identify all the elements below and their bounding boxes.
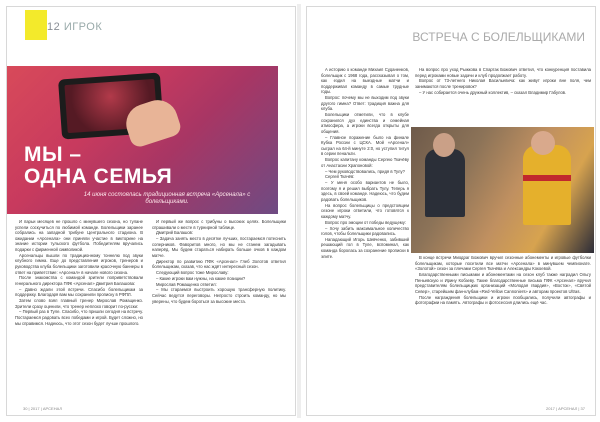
paragraph: На вопрос про уход Рыжкова в Спартак Божович ответил, что конкуренция поставила перед игроками новые задачи и клуб продолжает работу. [415,67,591,78]
page-footer: 2017 | АРСЕНАЛ | 37 [546,406,585,411]
spread-gutter [297,4,301,418]
headline [24,144,172,188]
page-footer: 30 | 2017 | АРСЕНАЛ [23,406,62,411]
paragraph: Вопрос: почему мы не выходим под звуки другого гимна? Ответ: традиция важна для клуба. [321,95,409,112]
paragraph: Дмитрий Балашов: [156,230,194,236]
paragraph: И парьи месяцев не прошло с минувшего сезона, но тулане успели соскучиться по любимой команде. Болельщики заранее собрались на западной трибуне Центрального стадиона. В ожидании «Арсенала» они приняли участие в викторине на знание истории тульского футбола. Победителям вручались подарки с фирменной символикой. [15,219,143,252]
paragraph: Вопрос про эмоции от победы ведущему: [325,219,406,225]
paragraph: Болельщики отметили, что в клубе сохранился дух единства и семейная атмосфера, а игроки всегда открыты для общения. [321,112,409,134]
lead-subtitle: 14 июня состоялась традиционная встреча «Арсенала» с болельщиками. [83,192,251,205]
fan-in-jersey [523,145,571,225]
paragraph: В конце встречи Миодраг Божович вручил сезонные абонементы и игровые футболки болельщикам, которые посетили все матчи «Арсенала» в минувшем чемпионате. «Золотой» сезон за плечами Сергея Ткачёва и Александры Кокоевой. [415,255,591,272]
hero-image [6,66,278,214]
section-label [47,21,102,33]
section-number: 12 [47,21,61,33]
paragraph: – Чем руководствовались, придя в Тулу? [325,168,405,174]
headline-line1: МЫ – [24,143,82,166]
paragraph: – Хочу забить максимальное количество голов, чтобы болельщики радовались. [321,225,409,237]
paragraph: Сергей Ткачёв: [325,174,355,180]
fan-head [531,131,555,155]
section-title: ВСТРЕЧА С БОЛЕЛЬЩИКАМИ [412,30,585,44]
paragraph: – Задача занять место в десятке лучших, постараемся потеснить соперников. Фаворитов много, но мы не станем загадывать наперёд. Мы будем стараться набирать больше очков в каждом матче. [152,236,286,258]
paragraph: И первый же вопрос с трибуны о высоких целях. Болельщики спрашивали о месте в турнирной таблице. [152,219,286,230]
paragraph: Вопрос капитану команды Сергею Ткачёву от Анастасии Храпоновой: [321,157,409,168]
article-column-1 [15,219,143,403]
paragraph: Затем слово взял главный тренер Мирослав Ромащенко. Зрители сразу оценили, что тренер неплохо говорит по-русски: [15,298,143,309]
paragraph: Благодарственными письмами и абонементами на сезон клуб также наградил Ольгу Пеньевскую и Ирину Кобзеву. Такие благодарственные письма ПФК «Арсенал» вручил представителям болельщицких организаций «Молодая гвардия», «Восток», «Святой Север», старейшим фан-клубам «Red-Yellow Cannoniers» и авторам проектов Ultras. [415,271,591,294]
left-page [6,6,296,416]
article-column-4 [415,67,591,125]
paragraph: – Какие игроки вам нужны, на какие позиции? [156,275,246,281]
paragraph: Арсенальцы вышли по традиционному тоннелю под звуки клубного гимна. Еще до представления игроков, тренеров и руководства клуба болельщики заготовили красочную баннеры в ответ на приветствие: «Арсенал» в начале нового сезона. [15,252,143,275]
article-column-3 [321,67,409,402]
event-photo [411,127,594,253]
paragraph: – Главное поражение было на финале Кубка России с ЦСКА. Мой «Арсенал» сыграл на 64-й минуте 2:0, но уступил титул в серии пенальти. [321,134,409,157]
paragraph: Нападающий Игорь Шевченко, забивший решающий гол в Туле, вспоминал, как команда боролась за сохранение прописки в элите. [321,236,409,259]
man-head [433,133,455,157]
jersey-stripe [523,175,571,181]
section-name: ИГРОК [63,21,103,33]
section-accent-bar [25,10,47,40]
paragraph: Мирослав Ромащенко ответил: [156,281,217,287]
article-column-5 [415,255,591,405]
paragraph: Следующий вопрос тоже Мирославу: [156,270,229,276]
paragraph: – Мы стараемся выстроить хорошую трансферную политику. Сейчас ведутся переговоры. Непросто строить команду, но мы уверены, что будем бороться за высокие места. [152,287,286,304]
headline-line2: ОДНА СЕМЬЯ [24,165,173,188]
paragraph: А историю о команде Михаил Суданенков, болельщик с 1968 года, рассказывал о том, как ездил на выездные матчи и поддерживал команду в самые трудные годы. [321,67,409,95]
paragraph: – Первый раз в Туле. Спасибо, что пришли сегодня на встречу. Постараемся радовать всех победами и игрой. Будет сложно, но мы справимся. Надеюсь, что этот сезон будет лучше прошлого. [15,309,143,326]
paragraph: На вопрос болельщицы о предстоящем сезоне игроки ответили, что готовятся к каждому матчу. [321,202,409,219]
paragraph: – У меня особо вариантов не было, поэтому я и решил выбрать Тулу. Теперь я здесь, в своей команде. Надеюсь, что будем радовать болельщиков. [321,180,409,202]
paragraph: Директор по развитию ПФК «Арсенал» Глеб Золотов ответил болельщикам, сказав, что нас ждёт интересный сезон. [152,258,286,270]
paragraph: – Давно ждали этой встречи. Спасибо болельщикам за поддержку. Благодаря вам мы сохранили прописку в РФПЛ. [15,286,143,298]
man-figure [425,149,465,217]
paragraph: – У нас собирается очень дружный коллектив, – сказал Владимир Габулов. [419,89,567,95]
paragraph: После знакомства с командой зрители поприветствовали генерального директора ПФК «Арсенал» Дмитрия Балашова: [15,275,143,286]
paragraph: Вопрос от 73-летнего Николая Васильевича: как живут игроки вне поля, чем занимаются после тренировок? [415,78,591,89]
article-column-2 [152,219,286,403]
paragraph: После награждения болельщики и игроки пообщались, получили автографы и фотографии на память. Автографы и фотосессия длились ещё час. [415,294,591,306]
right-page [306,6,596,416]
